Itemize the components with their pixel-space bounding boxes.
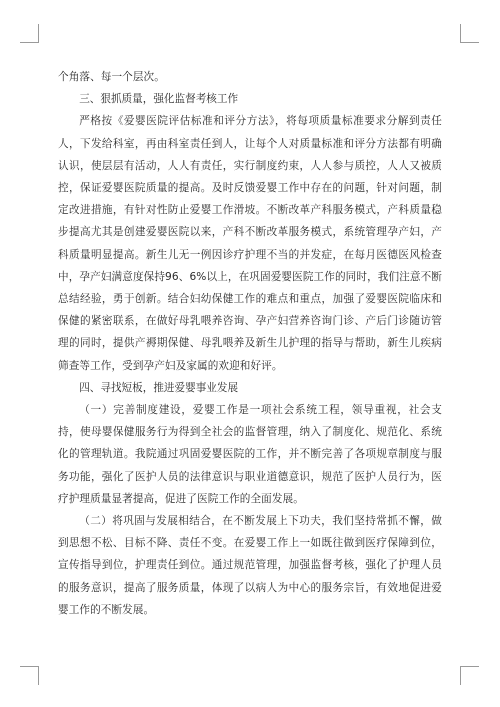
paragraph-continuation: 个角落、每一个层次。 <box>58 71 165 83</box>
section-heading-4: 四、寻找短板，推进爱婴事业发展 <box>79 381 239 394</box>
section-heading-3: 三、狠抓质量，强化监督考核工作 <box>79 93 239 106</box>
paragraph-quality-control: 严格按《爱婴医院评估标准和评分方法》，将每项质量标准要求分解到责任人，下发给科室，再由科室责任到人，让每个人对质量标准和评分方法都有明确认识，使层层有活动，人人有责任，实行制度约束，人人参与质控，人人又被质控，保证爱婴医院质量的提高。及时反馈爱婴工作中存在的问题，针对问题，制定改进措施，有针对性防止爱婴工作滑坡。不断改革产科服务模式，产科质量稳步提高尤其是创建爱婴医院以来，产科不断改革服务模式，系统管理孕产妇，产科质量明显提高。新生儿无一例因诊疗护理不当的并发症，在每月医德医风检查中，孕产妇满意度保持96、6%以上，在巩固爱婴医院工作的同时，我们注意不断总结经验，勇于创新。结合妇幼保健工作的难点和重点，加强了爱婴医院临床和保健的紧密联系，在做好母乳喂养咨询、孕产妇营养咨询门诊、产后门诊随访管理的同时，提供产褥期保健、母乳喂养及新生儿护理的指导与帮助，新生儿疾病筛查等工作，受到孕产妇及家属的欢迎和好评。 <box>58 115 442 372</box>
crop-mark-top-right <box>460 24 479 43</box>
crop-mark-bottom-right <box>460 666 479 685</box>
paragraph-system-building: （一）完善制度建设，爱婴工作是一项社会系统工程，领导重视，社会支持，使母婴保健服务行为得到全社会的监督管理，纳入了制度化、规范化、系统化的管理轨道。我院通过巩固爱婴医院的工作，并不断完善了各项规章制度与服务功能，强化了医护人员的法律意识与职业道德意识，规范了医护人员行为，医疗护理质量显著提高，促进了医院工作的全面发展。 <box>58 404 442 505</box>
crop-mark-top-left <box>20 24 39 43</box>
paragraph-consolidation: （二）将巩固与发展相结合，在不断发展上下功夫，我们坚持常抓不懈，做到思想不松、目标不降、责任不变。在爱婴工作上一如既往做到医疗保障到位，宣传指导到位，护理责任到位。通过规范管理，加强监督考核，强化了护理人员的服务意识，提高了服务质量，体现了以病人为中心的服务宗旨，有效地促进爱婴工作的不断发展。 <box>58 515 442 616</box>
crop-mark-bottom-left <box>20 666 39 685</box>
document-body <box>58 66 442 621</box>
